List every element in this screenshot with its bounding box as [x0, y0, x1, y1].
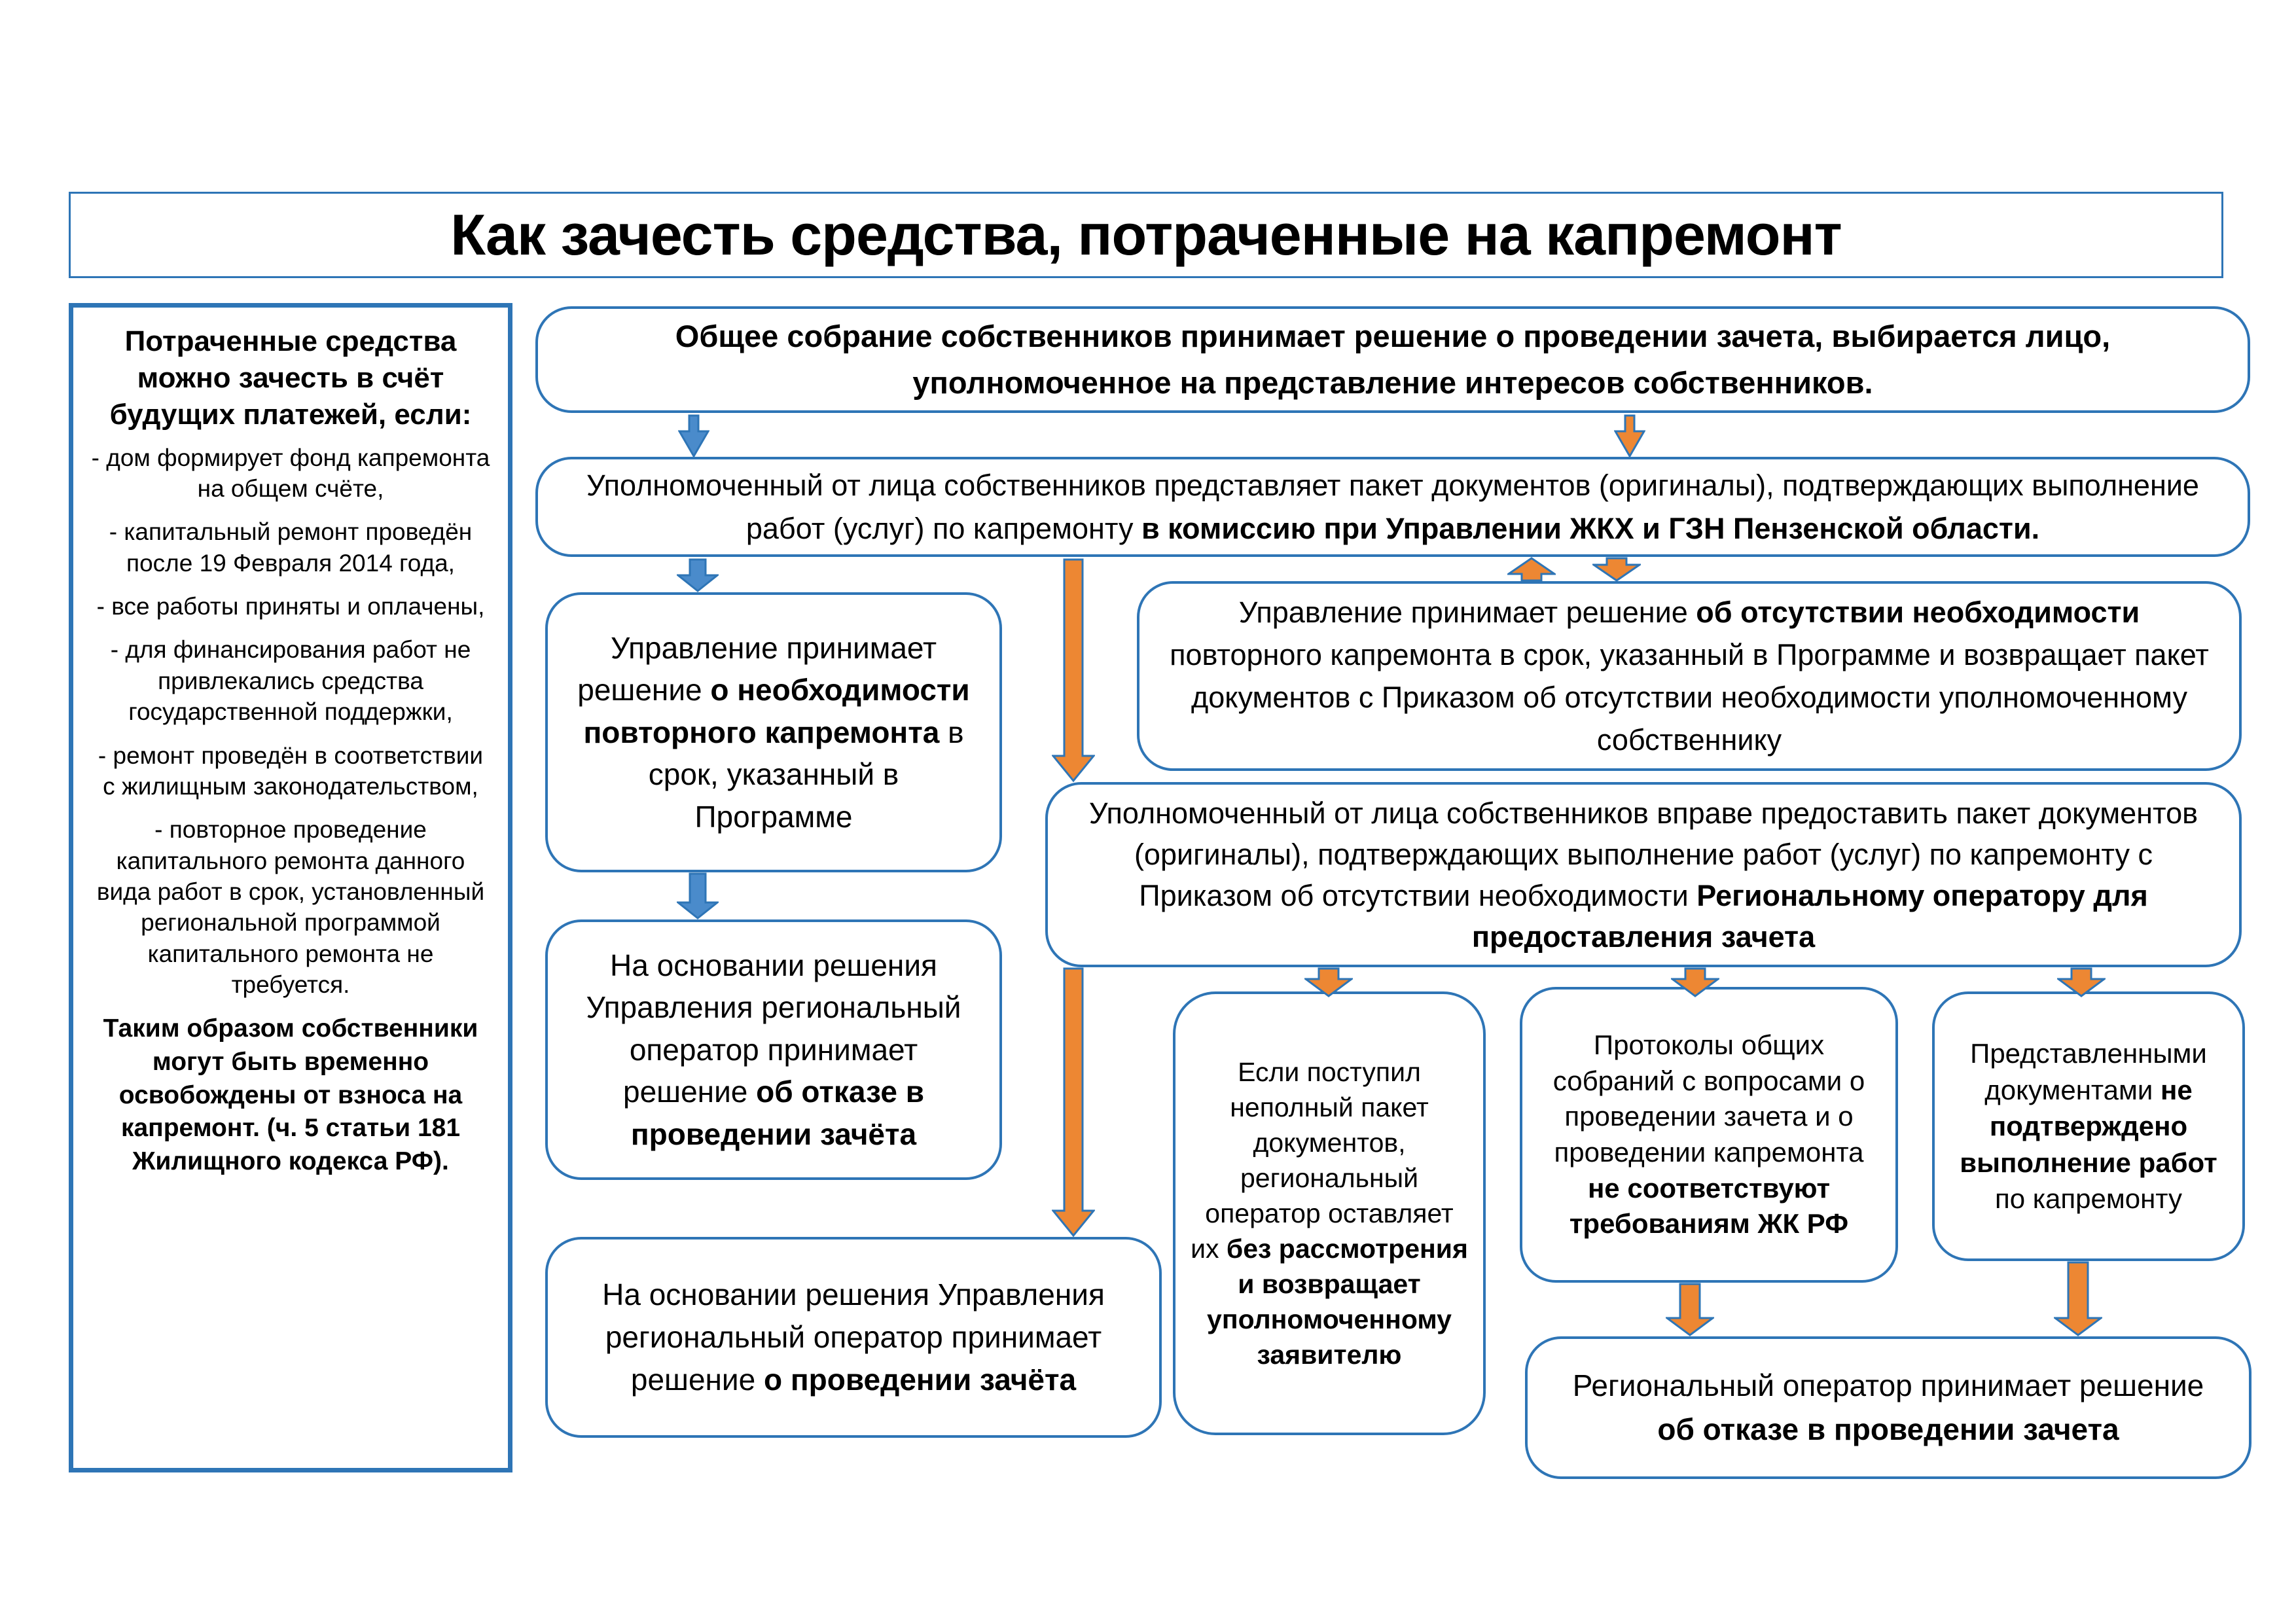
box-need-repeat-repair [545, 592, 1002, 872]
arrow-down-icon [1671, 967, 1719, 997]
box-operator-refusal-by-decision-text: На основании решения Управления региональный оператор принимает решение об отказе в проведении зачёта [586, 948, 961, 1151]
arrow-down-icon [1304, 967, 1353, 997]
arrow-down-icon [2054, 1261, 2102, 1336]
box-need-repeat-repair-text: Управление принимает решение о необходимости повторного капремонта в срок, указанный в Программе [577, 631, 970, 834]
sidebar-condition-item: - ремонт проведён в соответствии с жилищным законодательством, [98, 741, 484, 800]
sidebar-condition-item: - повторное проведение капитального ремонта данного вида работ в срок, установленный региональной программой капитального ремонта не требуется. [96, 816, 485, 999]
box-submit-documents-text: Уполномоченный от лица собственников представляет пакет документов (оригиналы), подтверждающих выполнение работ (услуг) по капремонту в комиссию при Управлении ЖКХ и ГЗН Пензенской области. [586, 469, 2199, 545]
box-submit-documents [535, 457, 2250, 557]
box-operator-refusal-by-decision [545, 919, 1002, 1180]
poster-title: Как зачесть средства, потраченные на капремонт [450, 202, 1842, 267]
poster-title-box [69, 192, 2223, 278]
box-operator-offset-decision [545, 1237, 1162, 1438]
box-incomplete-package-text: Если поступил неполный пакет документов, региональный оператор оставляет их без рассмотрения и возвращает уполномоченному заявителю [1191, 1056, 1468, 1370]
sidebar-condition-item: - для финансирования работ не привлекались средства государственной поддержки, [110, 636, 471, 726]
arrow-down-long-icon [1052, 558, 1095, 782]
box-protocols-not-compliant-text: Протоколы общих собраний с вопросами о проведении зачета и о проведении капремонта не соответствуют требованиям ЖК РФ [1552, 1029, 1865, 1240]
arrow-down-icon [677, 558, 719, 592]
box-final-refusal-text: Региональный оператор принимает решение об отказе в проведении зачета [1572, 1368, 2204, 1446]
arrow-down-icon [1666, 1283, 1714, 1336]
box-works-not-confirmed [1932, 991, 2245, 1261]
box-final-refusal [1525, 1336, 2251, 1479]
arrow-down-icon [677, 872, 719, 919]
box-protocols-not-compliant [1520, 987, 1898, 1283]
sidebar-condition-item: - дом формирует фонд капремонта на общем счёте, [91, 444, 490, 502]
box-right-to-submit-regional-operator [1045, 782, 2242, 967]
box-general-meeting [535, 306, 2250, 413]
arrow-down-icon [2057, 967, 2106, 997]
box-no-need-repeat-repair [1137, 581, 2242, 771]
box-works-not-confirmed-text: Представленными документами не подтверждено выполнение работ по капремонту [1960, 1038, 2217, 1215]
box-general-meeting-text: Общее собрание собственников принимает решение о проведении зачета, выбирается лицо, уполномоченное на представление интересов собственников. [675, 319, 2111, 400]
arrow-down-icon [1614, 414, 1645, 457]
box-no-need-repeat-repair-text: Управление принимает решение об отсутствии необходимости повторного капремонта в срок, указанный в Программе и возвращает пакет документов с Приказом об отсутствии необходимости уполномоченному собственнику [1170, 595, 2209, 757]
box-operator-offset-decision-text: На основании решения Управления региональный оператор принимает решение о проведении зачёта [602, 1277, 1105, 1397]
conditions-sidebar [69, 303, 512, 1472]
arrow-down-icon [1592, 557, 1641, 582]
sidebar-condition-item: - все работы приняты и оплачены, [96, 593, 485, 620]
box-right-to-submit-text: Уполномоченный от лица собственников вправе предоставить пакет документов (оригиналы), подтверждающих выполнение работ (услуг) по капремонту с Приказом об отсутствии необходимости Региональному оператору для предоставления зачета [1088, 796, 2198, 954]
arrow-down-long-icon [1052, 967, 1095, 1237]
sidebar-footer-note: Таким образом собственники могут быть временно освобождены от взноса на капремонт. (ч. 5 статьи 181 Жилищного кодекса РФ). [103, 1014, 478, 1176]
sidebar-condition-item: - капитальный ремонт проведён после 19 Февраля 2014 года, [109, 518, 473, 577]
arrow-up-icon [1507, 557, 1556, 582]
sidebar-heading: Потраченные средства можно зачесть в счёт будущих платежей, если: [109, 325, 472, 431]
box-incomplete-package [1173, 991, 1486, 1435]
arrow-down-icon [678, 414, 709, 457]
